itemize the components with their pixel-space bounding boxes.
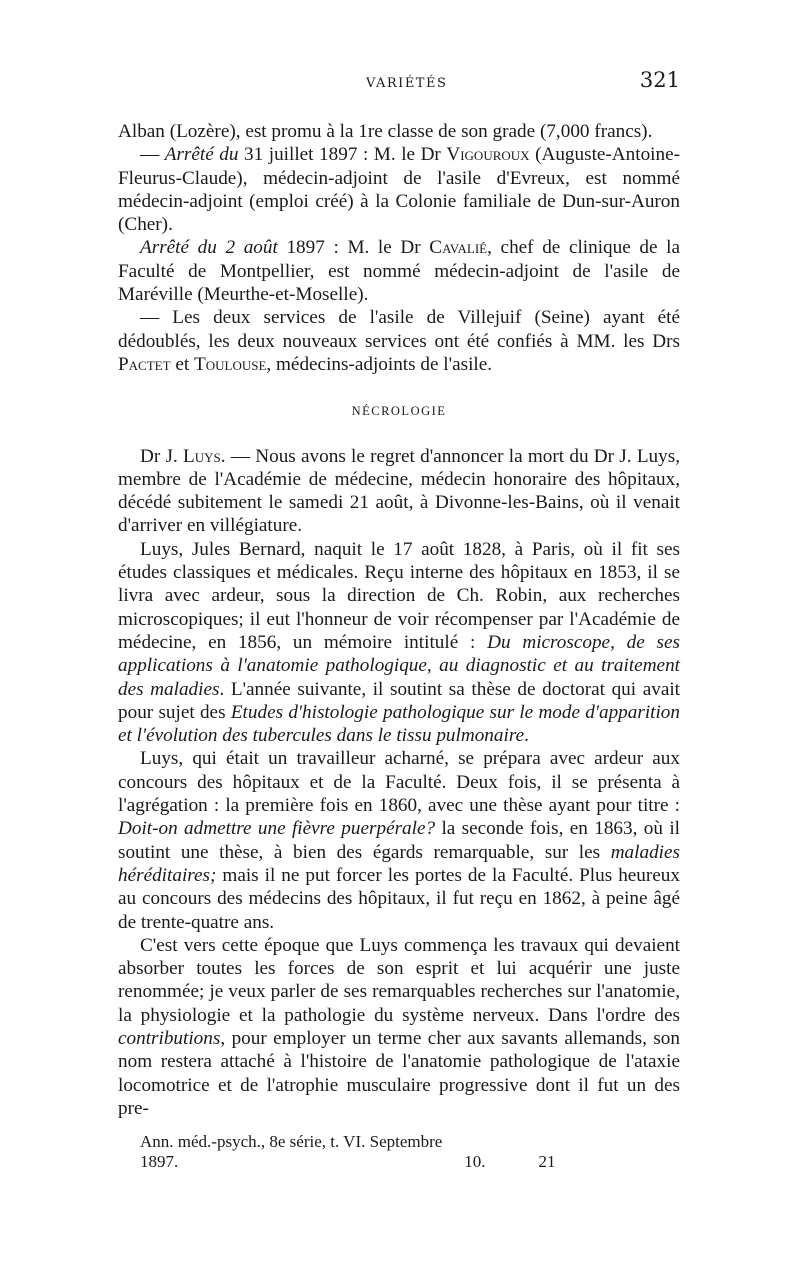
paragraph-text: , pour employer un terme cher aux savants allemands, son nom restera attaché à l'histoire de l'anatomie pathologique de l'ataxie locomotrice et de l'atrophie musculaire progressive dont il fut un des pre- (118, 1027, 680, 1119)
arrete-label: Arrêté du 2 août (140, 237, 278, 259)
paragraph-promotion (118, 120, 680, 143)
arrete-date: 31 juillet 1897 : M. le Dr (238, 144, 447, 166)
person-name: Cavalié (429, 237, 488, 259)
work-title: Du microscope, de ses applications à l'anatomie pathologique, au diagnostic et au traitement des maladies (118, 631, 680, 700)
paragraph-text: mais il ne put forcer les portes de la Faculté. Plus heureux au concours des médecins des hôpitaux, il fut reçu en 1862, à peine âgé de trente-quatre ans. (118, 864, 680, 933)
person-name: Toulouse (194, 353, 267, 375)
running-title: VARIÉTÉS (366, 76, 448, 91)
paragraph-text: Luys, qui était un travailleur acharné, se prépara avec ardeur aux concours des hôpitaux et de la Faculté. Deux fois, il se présenta à l'agrégation : la première fois en 1860, avec une thèse ayant pour titre : (118, 748, 680, 817)
section-heading: NÉCROLOGIE (351, 404, 447, 419)
paragraph-luys-biography (118, 538, 680, 748)
paragraph-luys-travaux (118, 934, 680, 1120)
page-number: 321 (639, 68, 680, 92)
paragraph-text: . L'année suivante, il soutint sa thèse de doctorat qui avait pour sujet des (118, 678, 680, 723)
page-footer (140, 1132, 680, 1172)
paragraph-text: Luys, Jules Bernard, naquit le 17 août 1828, à Paris, où il fit ses études classiques et médicales. Reçu interne des hôpitaux en 1853, il se livra avec ardeur, sous la direction de Ch. Robin, aux recherches microscopiques; il eut l'honneur de voir récompenser par l'Académie de médecine, en 1856, un mémoire intitulé : (118, 538, 680, 653)
paragraph-arrete-cavalie (118, 236, 680, 306)
paragraph-text: Alban (Lozère), est promu à la 1re classe de son grade (7,000 francs). (118, 121, 653, 142)
dash: — (140, 144, 165, 166)
signature-mark: 10. (464, 1152, 486, 1171)
journal-citation: Ann. méd.-psych., 8e série, t. VI. Septembre 1897. (140, 1132, 443, 1171)
body-text (118, 120, 680, 1120)
paragraph-text: . (524, 725, 529, 747)
arrete-label: Arrêté du (164, 144, 239, 166)
paragraph-villejuif (118, 306, 680, 376)
person-name: Luys (183, 445, 221, 467)
signature-mark: 21 (538, 1152, 556, 1171)
paragraph-text: C'est vers cette époque que Luys commença les travaux qui devaient absorber toutes les forces de son esprit et lui acquérir une juste renommée; je veux parler de ses remarquables recherches sur l'anatomie, la physiologie et la pathologie du système nerveux. Dans l'ordre des (118, 934, 680, 1026)
work-title: Doit-on admettre une fièvre puerpérale? (118, 818, 436, 840)
paragraph-text: (Auguste-Antoine-Fleurus-Claude), médecin-adjoint de l'asile d'Evreux, est nommé médecin-adjoint (emploi créé) à la Colonie familiale de Dun-sur-Auron (Cher). (118, 144, 681, 236)
page-header (118, 66, 680, 106)
person-name: Vigouroux (446, 144, 530, 166)
person-name: Pactet (118, 353, 171, 375)
paragraph-text: — Les deux services de l'asile de Villejuif (Seine) ayant été dédoublés, les deux nouveaux services ont été confiés à MM. les Drs (118, 307, 680, 352)
arrete-date: 1897 : M. le Dr (277, 237, 430, 259)
paragraph-text: , chef de clinique de la Faculté de Montpellier, est nommé médecin-adjoint de l'asile de Maréville (Meurthe-et-Moselle). (118, 237, 680, 306)
conjunction: et (170, 353, 195, 375)
paragraph-arrete-vigouroux (118, 143, 680, 236)
paragraph-text: la seconde fois, en 1863, où il soutint une thèse, à bien des égards remarquable, sur les (118, 818, 680, 863)
paragraph-luys-concours (118, 747, 680, 933)
work-title: Etudes d'histologie pathologique sur le mode d'apparition et l'évolution des tubercules dans le tissu pulmonaire (118, 701, 680, 747)
paragraph-text: , médecins-adjoints de l'asile. (266, 353, 493, 375)
paragraph-luys-death (118, 445, 680, 538)
title-prefix: Dr J. (140, 445, 184, 467)
work-title: maladies héréditaires; (118, 841, 680, 886)
paragraph-text: . — Nous avons le regret d'annoncer la mort du Dr J. Luys, membre de l'Académie de médecine, médecin honoraire des hôpitaux, décédé subitement le samedi 21 août, à Divonne-les-Bains, où il venait d'arriver en villégiature. (118, 445, 680, 537)
emphasis-term: contributions (118, 1027, 221, 1049)
